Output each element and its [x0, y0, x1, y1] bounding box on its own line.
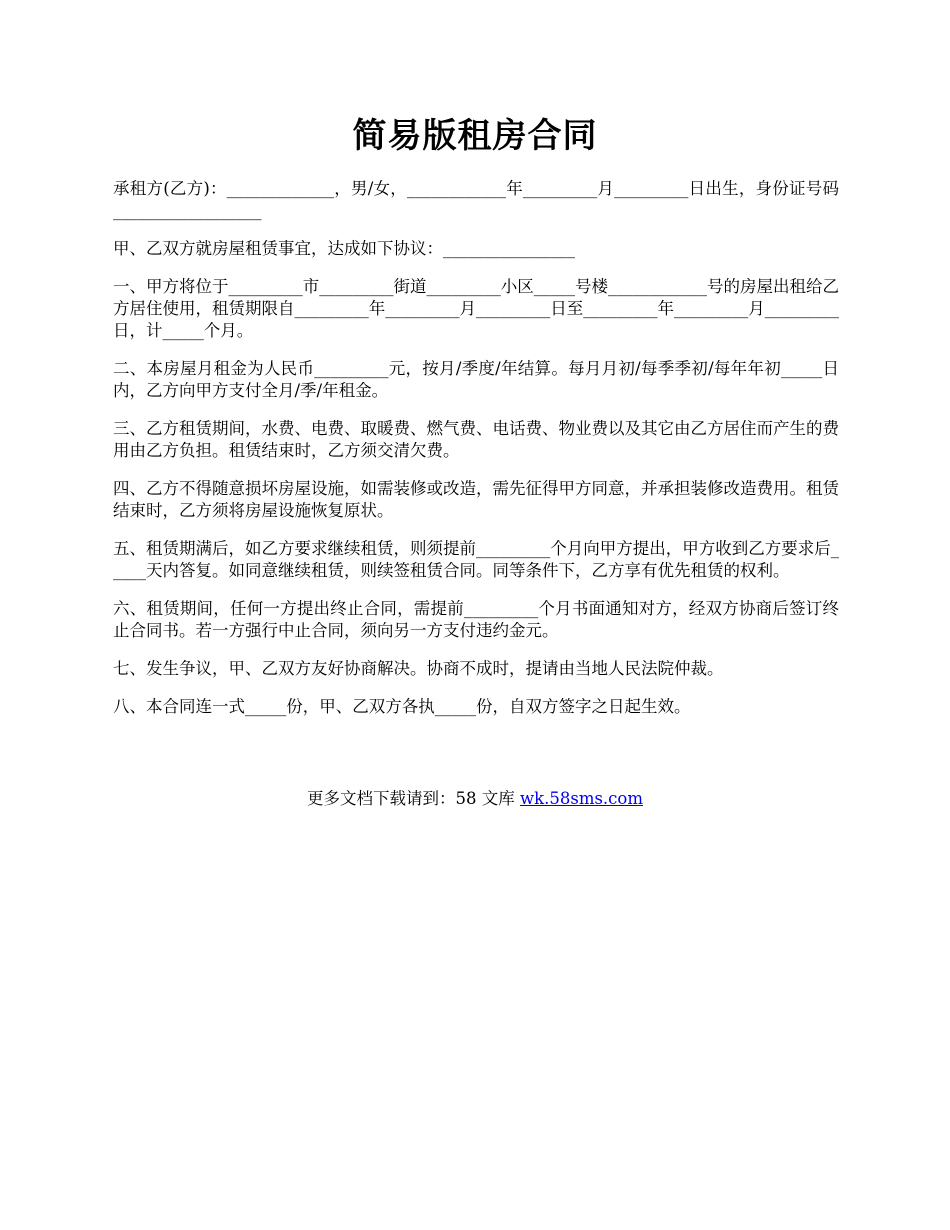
footer-link[interactable]: wk.58sms.com [519, 789, 643, 808]
paragraph-agreement-intro: 甲、乙双方就房屋租赁事宜，达成如下协议：________________ [113, 239, 575, 258]
document-title: 简易版租房合同 [352, 116, 598, 156]
footer [0, 788, 950, 810]
paragraph-clause-4: 四、乙方不得随意损坏房屋设施，如需装修或改造，需先征得甲方同意，并承担装修改造费用。租赁结束时，乙方须将房屋设施恢复原状。 [113, 479, 839, 520]
footer-text: 更多文档下载请到：58 文库 [306, 789, 520, 808]
paragraph-clause-8: 八、本合同连一式_____份，甲、乙双方各执_____份，自双方签字之日起生效。 [113, 697, 691, 716]
paragraph-tenant-info: 承租方(乙方)：_____________，男/女，____________年_________月_________日出生，身份证号码__________________ [113, 179, 839, 220]
paragraph-clause-3: 三、乙方租赁期间，水费、电费、取暖费、燃气费、电话费、物业费以及其它由乙方居住而产生的费用由乙方负担。租赁结束时，乙方须交清欠费。 [113, 419, 839, 460]
paragraph-clause-7: 七、发生争议，甲、乙双方友好协商解决。协商不成时，提请由当地人民法院仲裁。 [113, 659, 724, 678]
paragraph-clause-2: 二、本房屋月租金为人民币_________元，按月/季度/年结算。每月月初/每季季初/每年年初_____日内，乙方向甲方支付全月/季/年租金。 [113, 359, 839, 400]
paragraph-clause-1: 一、甲方将位于_________市_________街道_________小区_____号楼____________号的房屋出租给乙方居住使用，租赁期限自_________年_________月_________日至_________年_________月_________日，计_____个月。 [113, 277, 839, 340]
document-body [113, 178, 839, 734]
paragraph-clause-6: 六、租赁期间，任何一方提出终止合同，需提前_________个月书面通知对方，经双方协商后签订终止合同书。若一方强行中止合同，须向另一方支付违约金元。 [113, 599, 839, 640]
paragraph-clause-5: 五、租赁期满后，如乙方要求继续租赁，则须提前_________个月向甲方提出，甲方收到乙方要求后_____天内答复。如同意继续租赁，则续签租赁合同。同等条件下，乙方享有优先租赁的权利。 [113, 539, 839, 580]
